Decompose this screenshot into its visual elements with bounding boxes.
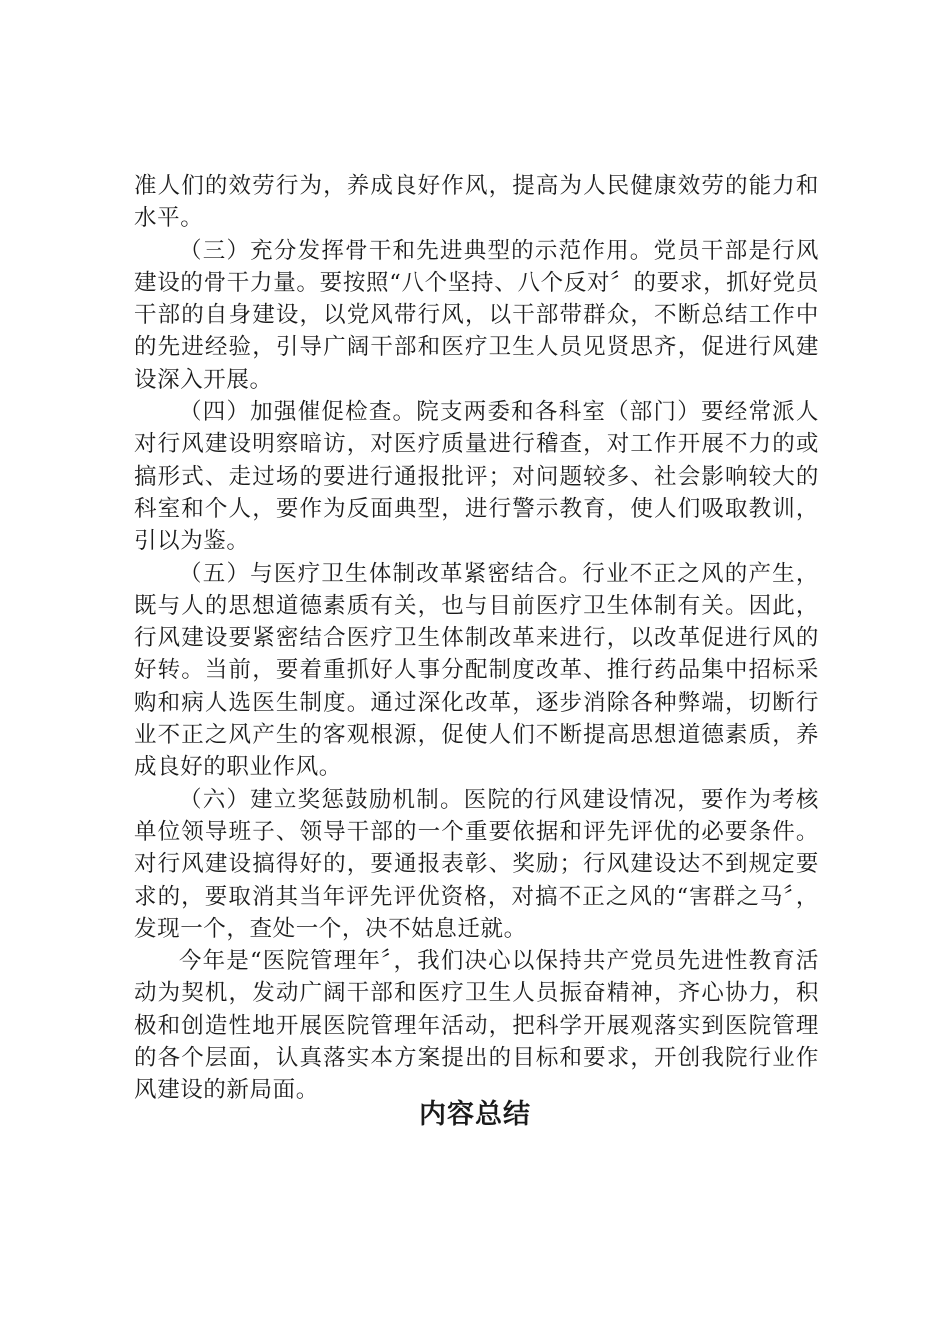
paragraph-continuation: 准人们的效劳行为，养成良好作风，提高为人民健康效劳的能力和水平。	[134, 173, 819, 232]
summary-heading: 内容总结	[419, 1099, 531, 1130]
paragraph-section-5: （五）与医疗卫生体制改革紧密结合。行业不正之风的产生，既与人的思想道德素质有关，也与目前医疗卫生体制有关。因此，行风建设要紧密结合医疗卫生体制改革来进行，以改革促进行风的好转。当前，要着重抓好人事分配制度改革、推行药品集中招标采购和病人选医生制度。通过深化改革，逐步消除各种弊端，切断行业不正之风产生的客观根源，促使人们不断提高思想道德素质，养成良好的职业作风。	[134, 560, 819, 781]
paragraph-section-4: （四）加强催促检查。院支两委和各科室（部门）要经常派人对行风建设明察暗访，对医疗质量进行稽查，对工作开展不力的或搞形式、走过场的要进行通报批评；对问题较多、社会影响较大的科室和个人，要作为反面典型，进行警示教育，使人们吸取教训，引以为鉴。	[134, 399, 819, 555]
document-body	[134, 170, 819, 1107]
paragraph-section-3: （三）充分发挥骨干和先进典型的示范作用。党员干部是行风建设的骨干力量。要按照“八个坚持、八个反对〞的要求，抓好党员干部的自身建设，以党风带行风，以干部带群众，不断总结工作中的先进经验，引导广阔干部和医疗卫生人员见贤思齐，促进行风建设深入开展。	[134, 237, 819, 393]
paragraph-conclusion: 今年是“医院管理年〞，我们决心以保持共产党员先进性教育活动为契机，发动广阔干部和医疗卫生人员振奋精神，齐心协力，积极和创造性地开展医院管理年活动，把科学开展观落实到医院管理的各个层面，认真落实本方案提出的目标和要求，开创我院行业作风建设的新局面。	[134, 948, 819, 1104]
paragraph-section-6: （六）建立奖惩鼓励机制。医院的行风建设情况，要作为考核单位领导班子、领导干部的一个重要依据和评先评优的必要条件。对行风建设搞得好的，要通报表彰、奖励；行风建设达不到规定要求的，要取消其当年评先评优资格，对搞不正之风的“害群之马〞，发现一个，查处一个，决不姑息迁就。	[134, 786, 819, 942]
